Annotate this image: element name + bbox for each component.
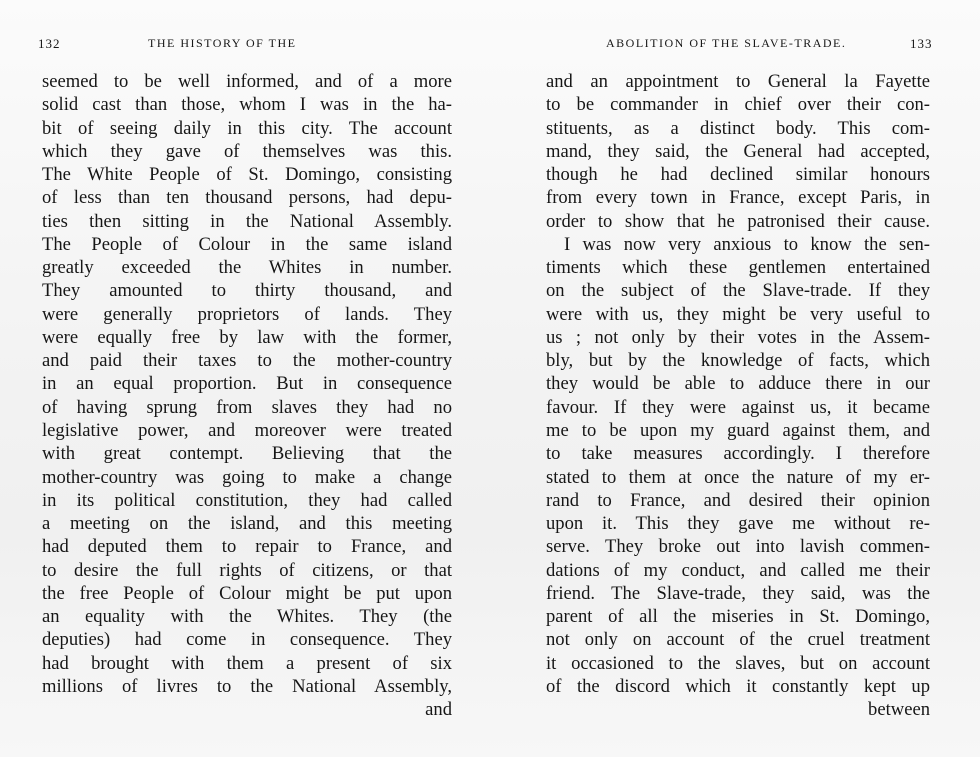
left-page-number: 132 <box>38 36 61 51</box>
text-line: ties then sitting in the National Assembly. <box>42 210 452 232</box>
text-line: bly, but by the knowledge of facts, which <box>546 350 930 372</box>
text-line: favour. If they were against us, it became <box>546 396 930 418</box>
text-line: parent of all the miseries in St. Domingo, <box>546 606 930 628</box>
text-line: not only on account of the cruel treatment <box>546 629 930 651</box>
text-line: they would be able to adduce there in our <box>546 373 930 395</box>
text-line: timents which these gentlemen entertained <box>546 257 930 279</box>
text-line: me to be upon my guard against them, and <box>546 419 930 441</box>
text-line: dations of my conduct, and called me their <box>546 559 930 581</box>
text-line: stated to them at once the nature of my er- <box>546 466 930 488</box>
text-line: of having sprung from slaves they had no <box>42 396 452 418</box>
right-running-head: ABOLITION OF THE SLAVE-TRADE. <box>606 36 847 50</box>
text-line: a meeting on the island, and this meeting <box>42 513 452 535</box>
right-page <box>490 0 980 757</box>
text-line: rand to France, and desired their opinion <box>546 489 930 511</box>
text-line: bit of seeing daily in this city. The account <box>42 117 452 139</box>
right-page-text <box>546 70 930 721</box>
text-line: on the subject of the Slave-trade. If they <box>546 280 930 302</box>
text-line: though he had declined similar honours <box>546 164 930 186</box>
text-line: to desire the full rights of citizens, or that <box>42 559 452 581</box>
text-line: upon it. This they gave me without re- <box>546 513 930 535</box>
text-line: seemed to be well informed, and of a more <box>42 71 452 92</box>
text-line: and paid their taxes to the mother-country <box>42 350 452 372</box>
text-line: the free People of Colour might be put upon <box>42 582 452 604</box>
text-line: millions of livres to the National Assembly, <box>42 675 452 697</box>
text-line: of the discord which it constantly kept up <box>546 675 930 697</box>
text-line: were with us, they might be very useful to <box>546 303 930 325</box>
text-line: of less than ten thousand persons, had depu- <box>42 187 452 209</box>
text-line: I was now very anxious to know the sen- <box>564 233 930 255</box>
text-line: were generally proprietors of lands. They <box>42 303 452 325</box>
text-line: mother-country was going to make a change <box>42 466 452 488</box>
text-line: an equality with the Whites. They (the <box>42 606 452 628</box>
text-line: it occasioned to the slaves, but on account <box>546 652 930 674</box>
text-line: friend. The Slave-trade, they said, was the <box>546 582 930 604</box>
text-line: solid cast than those, whom I was in the ha- <box>42 94 452 116</box>
text-line: to take measures accordingly. I therefore <box>546 443 930 465</box>
catchword: and <box>425 699 452 721</box>
text-line: mand, they said, the General had accepted, <box>546 140 930 162</box>
text-line: had brought with them a present of six <box>42 652 452 674</box>
text-line: greatly exceeded the Whites in number. <box>42 257 452 279</box>
text-line: in its political constitution, they had called <box>42 489 452 511</box>
text-line: us ; not only by their votes in the Assem- <box>546 326 930 348</box>
text-line: legislative power, and moreover were treated <box>42 419 452 441</box>
right-page-number: 133 <box>910 36 933 51</box>
text-line: with great contempt. Believing that the <box>42 443 452 465</box>
text-line: stituents, as a distinct body. This com- <box>546 117 930 139</box>
text-line: and an appointment to General la Fayette <box>546 71 930 92</box>
text-line: The White People of St. Domingo, consisting <box>42 164 452 186</box>
text-line: The People of Colour in the same island <box>42 233 452 255</box>
text-line: were equally free by law with the former, <box>42 326 452 348</box>
text-line: They amounted to thirty thousand, and <box>42 280 452 302</box>
text-line: had deputed them to repair to France, and <box>42 536 452 558</box>
left-running-head: THE HISTORY OF THE <box>148 36 297 50</box>
left-page-text <box>42 70 452 721</box>
text-line: deputies) had come in consequence. They <box>42 629 452 651</box>
text-line: order to show that he patronised their cause. <box>546 210 930 232</box>
text-line: in an equal proportion. But in consequence <box>42 373 452 395</box>
text-line: which they gave of themselves was this. <box>42 140 452 162</box>
catchword: between <box>868 699 930 721</box>
text-line: to be commander in chief over their con- <box>546 94 930 116</box>
text-line: from every town in France, except Paris, in <box>546 187 930 209</box>
text-line: serve. They broke out into lavish commen- <box>546 536 930 558</box>
